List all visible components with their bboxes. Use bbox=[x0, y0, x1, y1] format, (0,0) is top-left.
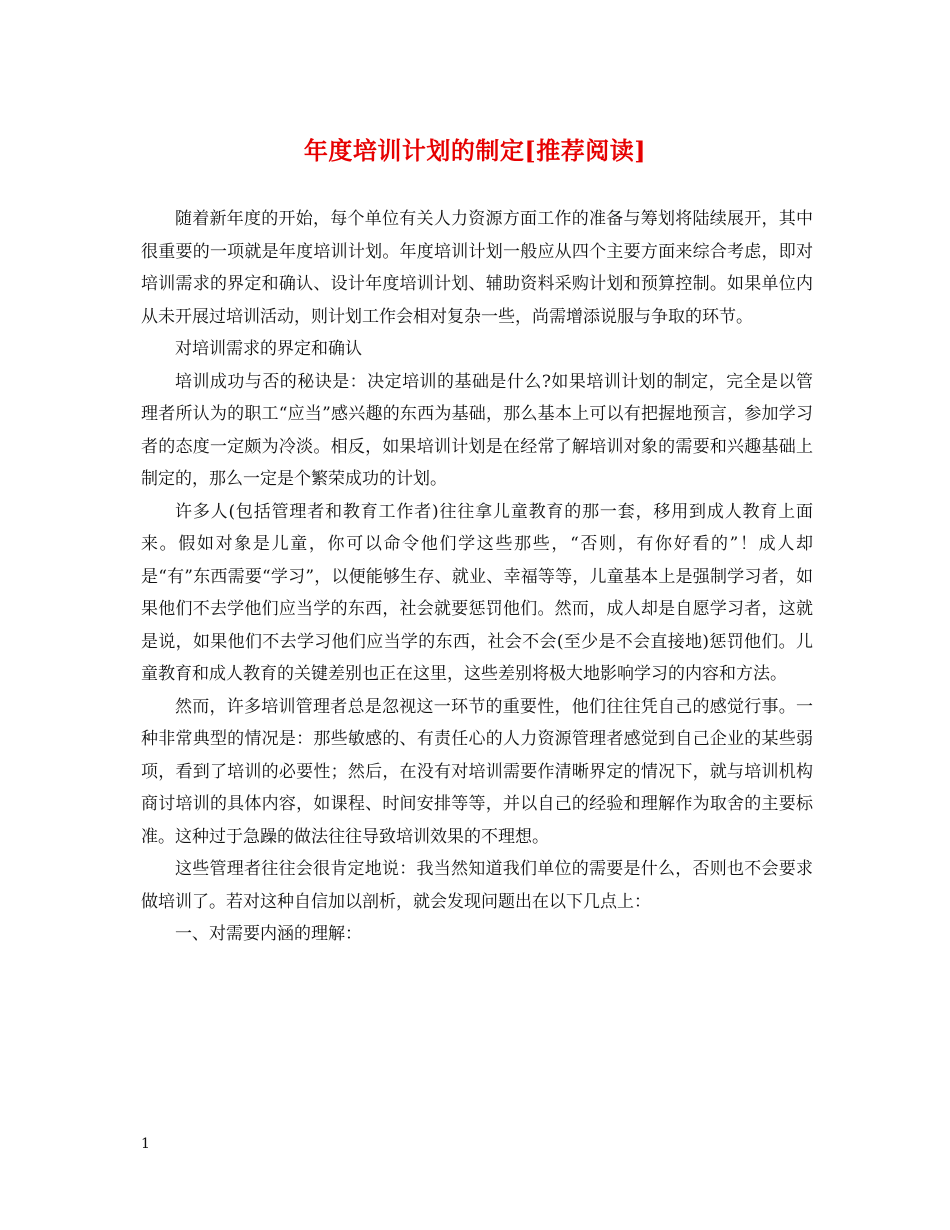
paragraph: 这些管理者往往会很肯定地说：我当然知道我们单位的需要是什么，否则也不会要求做培训了。若对这种自信加以剖析，就会发现问题出在以下几点上： bbox=[141, 859, 813, 912]
subsection-heading: 一、对需要内涵的理解： bbox=[175, 924, 362, 944]
document-body bbox=[141, 203, 813, 951]
paragraph: 许多人(包括管理者和教育工作者)往往拿儿童教育的那一套，移用到成人教育上面来。假如对象是儿童，你可以命令他们学这些那些，“否则，有你好看的”！成人却是“有”东西需要“学习”，以便能够生存、就业、幸福等等，儿童基本上是强制学习者，如果他们不去学他们应当学的东西，社会就要惩罚他们。然而，成人却是自愿学习者，这就是说，如果他们不去学习他们应当学的东西，社会不会(至少是不会直接地)惩罚他们。儿童教育和成人教育的关键差别也正在这里，这些差别将极大地影响学习的内容和方法。 bbox=[141, 501, 813, 684]
paragraph: 然而，许多培训管理者总是忽视这一环节的重要性，他们往往凭自己的感觉行事。一种非常典型的情况是：那些敏感的、有责任心的人力资源管理者感觉到自己企业的某些弱项，看到了培训的必要性；然后，在没有对培训需要作清晰界定的情况下，就与培训机构商讨培训的具体内容，如课程、时间安排等等，并以自己的经验和理解作为取舍的主要标准。这种过于急躁的做法往往导致培训效果的不理想。 bbox=[141, 696, 813, 847]
section-heading: 对培训需求的界定和确认 bbox=[175, 339, 362, 359]
document-title: 年度培训计划的制定[推荐阅读] bbox=[303, 136, 647, 165]
page-number: 1 bbox=[141, 1136, 150, 1152]
paragraph: 培训成功与否的秘诀是：决定培训的基础是什么?如果培训计划的制定，完全是以管理者所认为的职工“应当”感兴趣的东西为基础，那么基本上可以有把握地预言，参加学习者的态度一定颇为冷淡。相反，如果培训计划是在经常了解培训对象的需要和兴趣基础上制定的，那么一定是个繁荣成功的计划。 bbox=[141, 371, 813, 489]
paragraph: 随着新年度的开始，每个单位有关人力资源方面工作的准备与筹划将陆续展开，其中很重要的一项就是年度培训计划。年度培训计划一般应从四个主要方面来综合考虑，即对培训需求的界定和确认、设计年度培训计划、辅助资料采购计划和预算控制。如果单位内从未开展过培训活动，则计划工作会相对复杂一些，尚需增添说服与争取的环节。 bbox=[141, 209, 813, 327]
